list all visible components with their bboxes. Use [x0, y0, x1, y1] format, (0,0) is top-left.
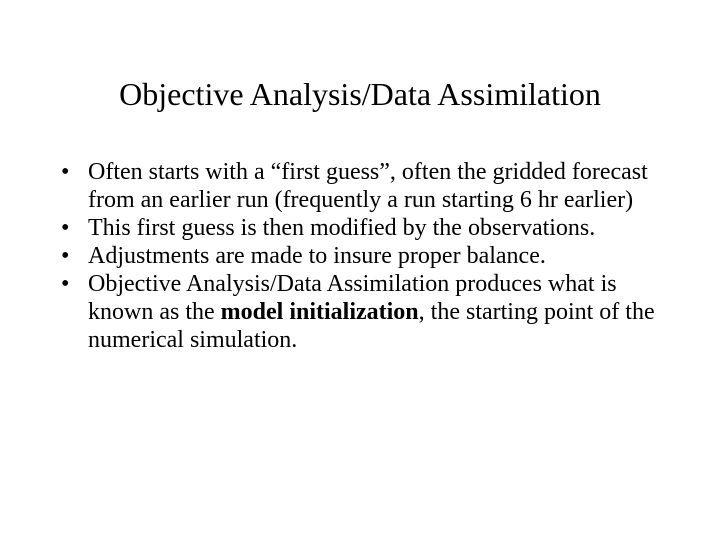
- bullet-marker: •: [61, 243, 70, 269]
- bullet-marker: •: [61, 271, 70, 297]
- bullet-item-4: [58, 270, 658, 354]
- bullet-item-2: [58, 214, 658, 242]
- bullet-marker: •: [61, 215, 70, 241]
- bullet-text: [88, 271, 655, 353]
- bullet-text-before: Objective Analysis/Data Assimilation produces what is known as the: [88, 271, 617, 325]
- bullet-marker: •: [61, 159, 70, 185]
- bullet-text: This first guess is then modified by the observations.: [88, 215, 596, 241]
- slide-title: Objective Analysis/Data Assimilation: [119, 76, 601, 112]
- bullet-item-3: [58, 242, 658, 270]
- bullet-text-after: , the starting point of the numerical simulation.: [88, 299, 655, 353]
- bullet-list: [58, 158, 658, 354]
- bullet-text: Often starts with a “first guess”, often the gridded forecast from an earlier run (frequently a run starting 6 hr earlier): [88, 159, 648, 213]
- bullet-text-bold-term: model initialization: [220, 299, 419, 325]
- bullet-item-1: [58, 158, 658, 214]
- bullet-text: Adjustments are made to insure proper balance.: [88, 243, 546, 269]
